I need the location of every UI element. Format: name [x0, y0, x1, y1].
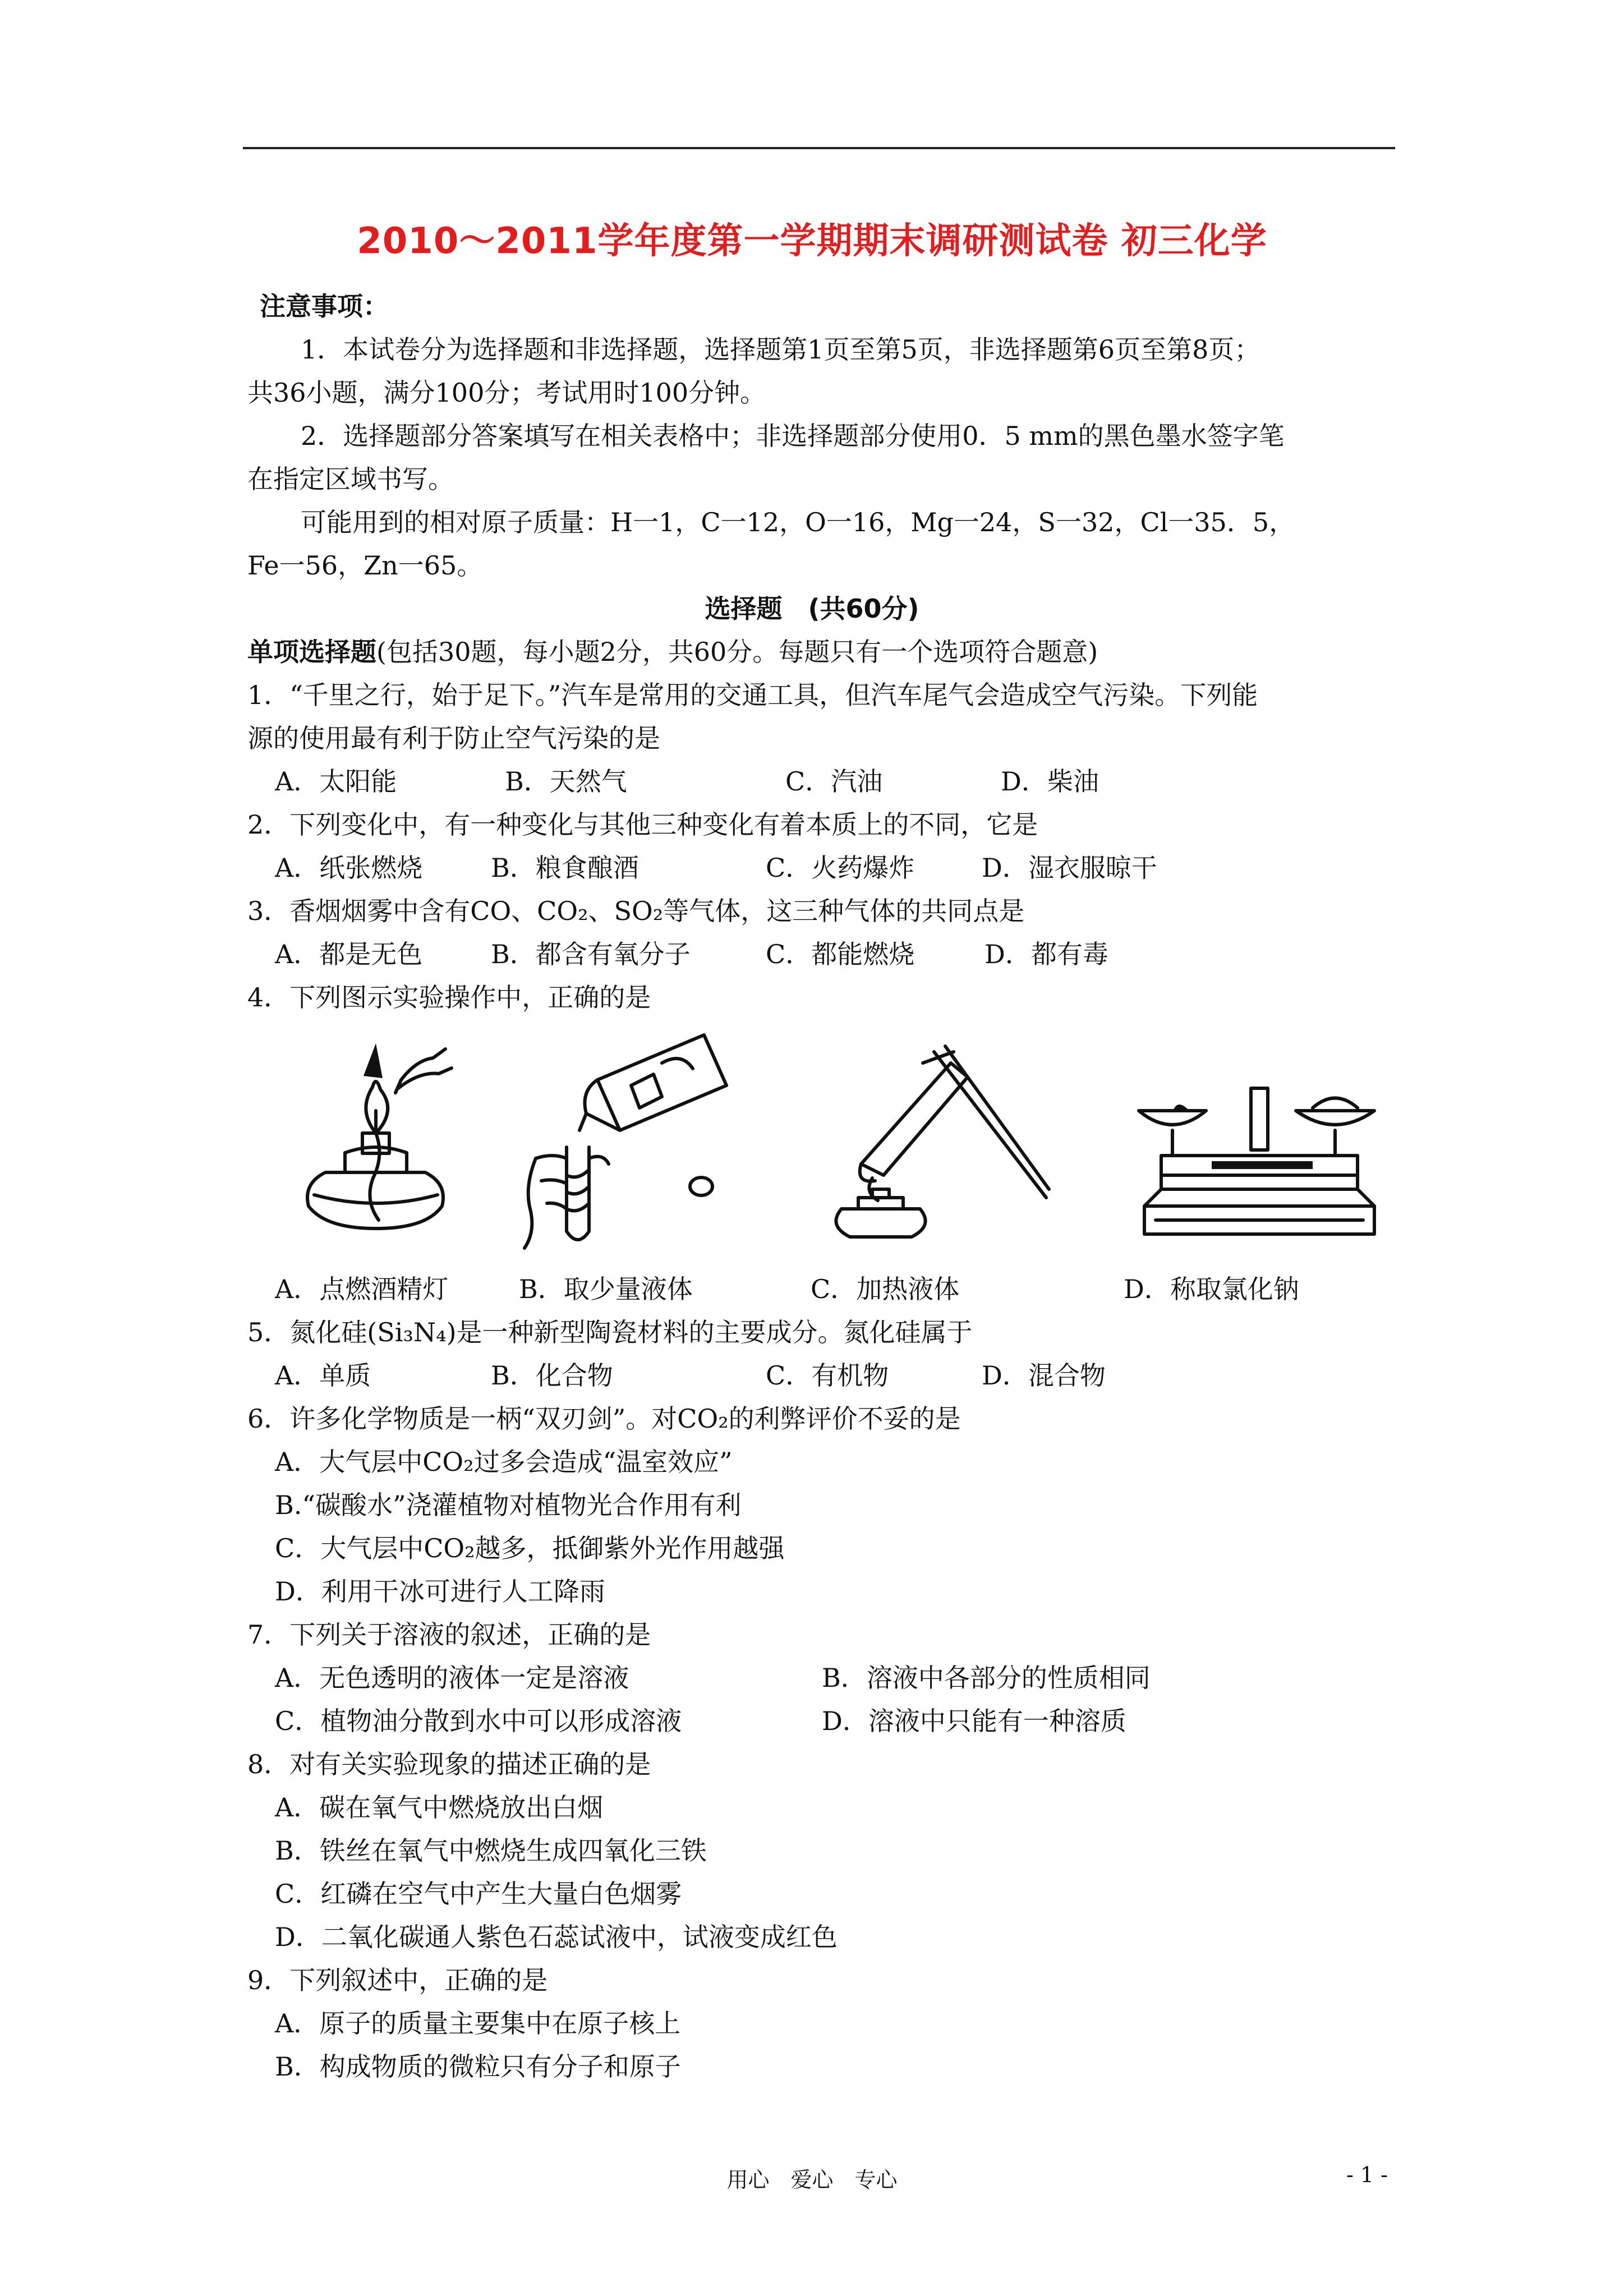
q6-option-c: C．大气层中CO₂越多，抵御紫外光作用越强 — [275, 1533, 785, 1563]
q6-option-d: D．利用干冰可进行人工降雨 — [275, 1576, 605, 1607]
q1-option-b: B．天然气 — [505, 766, 627, 797]
q1-option-c: C．汽油 — [785, 766, 883, 797]
figure-alcohol-lamp-lighting — [292, 1027, 460, 1240]
q4-stem: 4．下列图示实验操作中，正确的是 — [247, 982, 651, 1013]
q7-stem: 7．下列关于溶液的叙述，正确的是 — [247, 1619, 651, 1650]
figure-pouring-liquid — [513, 1018, 743, 1254]
q7-option-b: B．溶液中各部分的性质相同 — [822, 1663, 1151, 1693]
notes-heading: 注意事项： — [260, 291, 389, 321]
q4-option-c: C．加热液体 — [811, 1274, 960, 1304]
q2-stem: 2．下列变化中，有一种变化与其他三种变化有着本质上的不同，它是 — [247, 809, 1038, 840]
q6-option-a: A．大气层中CO₂过多会造成“温室效应” — [275, 1447, 733, 1477]
q3-option-c: C．都能燃烧 — [766, 939, 915, 969]
q8-option-d: D．二氧化碳通人紫色石蕊试液中，试液变成红色 — [275, 1922, 838, 1952]
note-1b: 共36小题，满分100分；考试用时100分钟。 — [247, 378, 766, 408]
q9-option-b: B．构成物质的微粒只有分子和原子 — [275, 2051, 681, 2082]
q1-option-d: D．柴油 — [1001, 766, 1099, 797]
q4-option-d: D．称取氯化钠 — [1124, 1274, 1299, 1304]
page-title: 2010～2011学年度第一学期期末调研测试卷 初三化学 — [357, 220, 1267, 262]
q3-option-a: A．都是无色 — [275, 939, 423, 969]
header-rule — [243, 147, 1395, 149]
q5-option-d: D．混合物 — [982, 1360, 1106, 1391]
q8-option-b: B．铁丝在氧气中燃烧生成四氧化三铁 — [275, 1835, 707, 1866]
q4-option-b: B．取少量液体 — [519, 1274, 693, 1304]
q7-option-d: D．溶液中只能有一种溶质 — [822, 1706, 1126, 1736]
q8-option-a: A．碳在氧气中燃烧放出白烟 — [275, 1792, 604, 1823]
q7-option-c: C．植物油分散到水中可以形成溶液 — [275, 1706, 682, 1736]
note-2a: 2．选择题部分答案填写在相关表格中；非选择题部分使用0．5 mm的黑色墨水签字笔 — [301, 421, 1285, 451]
section-sub-bold: 单项选择题 — [247, 637, 376, 667]
note-3b: Fe一56，Zn一65。 — [247, 550, 483, 581]
q6-option-b: B.“碳酸水”浇灌植物对植物光合作用有利 — [275, 1490, 742, 1520]
section-sub-rest: (包括30题，每小题2分，共60分。每题只有一个选项符合题意) — [376, 637, 1098, 667]
section-heading: 选择题 (共60分) — [705, 593, 919, 624]
q6-stem: 6．许多化学物质是一柄“双刃剑”。对CO₂的利弊评价不妥的是 — [247, 1404, 961, 1434]
footer-motto: 用心 爱心 专心 — [726, 2168, 898, 2192]
q5-option-c: C．有机物 — [766, 1360, 889, 1391]
q7-option-a: A．无色透明的液体一定是溶液 — [275, 1663, 629, 1693]
q3-stem: 3．香烟烟雾中含有CO、CO₂、SO₂等气体，这三种气体的共同点是 — [247, 896, 1025, 926]
q8-stem: 8．对有关实验现象的描述正确的是 — [247, 1749, 651, 1779]
q5-option-a: A．单质 — [275, 1360, 371, 1391]
page-number: - 1 - — [1346, 2162, 1388, 2187]
q8-option-c: C．红磷在空气中产生大量白色烟雾 — [275, 1879, 682, 1909]
figure-heating-liquid — [811, 1041, 1057, 1243]
section-subheading — [247, 636, 1098, 668]
q2-option-b: B．粮食酿酒 — [491, 853, 639, 883]
q3-option-b: B．都含有氧分子 — [491, 939, 691, 969]
note-2b: 在指定区域书写。 — [247, 464, 454, 494]
q2-option-d: D．湿衣服晾干 — [982, 853, 1157, 883]
note-3a: 可能用到的相对原子质量：H一1，C一12，O一16，Mg一24，S一32，Cl一35．5， — [301, 507, 1295, 537]
q9-stem: 9．下列叙述中，正确的是 — [247, 1965, 548, 1995]
q5-stem: 5．氮化硅(Si₃N₄)是一种新型陶瓷材料的主要成分。氮化硅属于 — [247, 1317, 973, 1347]
q5-option-b: B．化合物 — [491, 1360, 613, 1391]
q1-option-a: A．太阳能 — [275, 766, 397, 797]
q1-stem-b: 源的使用最有利于防止空气污染的是 — [247, 723, 660, 753]
q4-option-a: A．点燃酒精灯 — [275, 1274, 449, 1304]
note-1a: 1．本试卷分为选择题和非选择题，选择题第1页至第5页，非选择题第6页至第8页； — [301, 334, 1260, 365]
q2-option-a: A．纸张燃烧 — [275, 853, 423, 883]
figure-balance-scale — [1128, 1077, 1391, 1245]
q1-stem-a: 1．“千里之行，始于足下。”汽车是常用的交通工具，但汽车尾气会造成空气污染。下列能 — [247, 680, 1258, 710]
q9-option-a: A．原子的质量主要集中在原子核上 — [275, 2008, 681, 2039]
q2-option-c: C．火药爆炸 — [766, 853, 915, 883]
q3-option-d: D．都有毒 — [984, 939, 1108, 969]
